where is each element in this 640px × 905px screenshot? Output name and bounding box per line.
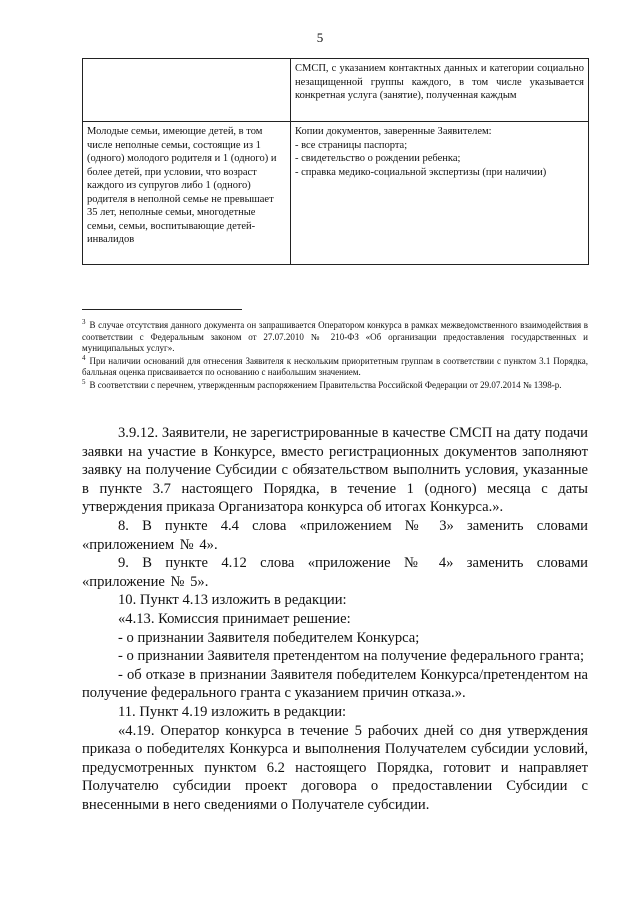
paragraph-3-9-12: 3.9.12. Заявители, не зарегистрированные в качестве СМСП на дату подачи заявки на участие в Конкурсе, вместо регистрационных документов заполняют заявку на получение Субсидии с обязательством выполнить условия, указанные в пункте 3.7 настоящего Порядка, в течение 1 (одного) месяца с даты утверждения приказа Организатора конкурса об итогах Конкурса.». (82, 425, 588, 516)
footnote (82, 377, 588, 392)
table-cell-documents (291, 122, 589, 265)
footnote-mark: 5 (82, 377, 86, 386)
footnote-text: В соответствии с перечнем, утвержденным распоряжением Правительства Российской Федерации от 29.07.2014 № 1398-р. (89, 379, 562, 390)
footnote-mark: 4 (82, 353, 86, 362)
paragraph-item-10: 10. Пункт 4.13 изложить в редакции: (118, 592, 347, 609)
paragraph-item-8: 8. В пункте 4.4 слова «приложением № 3» заменить словами «приложением № 4». (82, 517, 588, 553)
decision-option: - о признании Заявителя победителем Конкурса; (118, 629, 420, 646)
decision-option: - об отказе в признании Заявителя победителем Конкурса/претендентом на получение федерального гранта с указанием причин отказа.». (82, 666, 588, 702)
paragraph-item-9: 9. В пункте 4.12 слова «приложение № 4» заменить словами «приложение № 5». (82, 555, 588, 590)
table-row (83, 122, 589, 265)
table-cell-category: Молодые семьи, имеющие детей, в том числе неполные семьи, состоящие из 1 (одного) молодого родителя и 1 (одного) и более детей, при условии, что возраст каждого из супругов либо 1 (одного) родителя в неполной семье не превышает 35 лет, неполные семьи, многодетные семьи, семьи, воспитывающие детей-инвалидов (83, 122, 291, 265)
paragraph-item-11: 11. Пункт 4.19 изложить в редакции: (118, 703, 347, 720)
paragraph-4-13: «4.13. Комиссия принимает решение: (118, 610, 351, 627)
footnote-mark: 3 (82, 318, 86, 326)
table-cell-documents: СМСП, с указанием контактных данных и категории социально незащищенной группы каждого, в том числе указывается конкретная услуга (занятие), полученная каждым (291, 59, 589, 122)
table-row (83, 59, 589, 122)
page-number: 5 (316, 30, 324, 45)
footnote-separator (82, 309, 242, 310)
documents-item: - свидетельство о рождении ребенка; (295, 153, 461, 164)
documents-heading: Копии документов, заверенные Заявителем: (295, 126, 492, 137)
decision-option: - о признании Заявителя претендентом на получение федерального гранта; (118, 648, 585, 665)
paragraph-4-19: «4.19. Оператор конкурса в течение 5 рабочих дней со дня утверждения приказа о победителях Конкурса и выполнения Получателем субсидии условий, предусмотренных пунктом 6.2 настоящего Порядка, готовит и направляет Получателю субсидии проект договора о предоставлении Субсидии с внесенными в него сведениями о Получателе субсидии. (82, 722, 588, 813)
footnotes (82, 320, 588, 392)
documents-table (82, 58, 589, 265)
footnote (82, 320, 588, 355)
footnote-text: При наличии оснований для отнесения Заявителя к нескольким приоритетным группам в соответствии с пунктом 3.1 Порядка, балльная оценка присваивается по основанию с наибольшим значением. (82, 355, 588, 377)
documents-item: - справка медико-социальной экспертизы (при наличии) (295, 166, 547, 178)
table-cell-category (83, 59, 291, 122)
documents-item: - все страницы паспорта; (295, 139, 408, 151)
footnote (82, 353, 588, 379)
document-body (82, 424, 588, 814)
footnote-text: В случае отсутствия данного документа он запрашивается Оператором конкурса в рамках межведомственного взаимодействия в соответствии с Федеральным законом от 27.07.2010 № 210-ФЗ «Об организации предоставления государственных и муниципальных услуг». (82, 320, 588, 353)
